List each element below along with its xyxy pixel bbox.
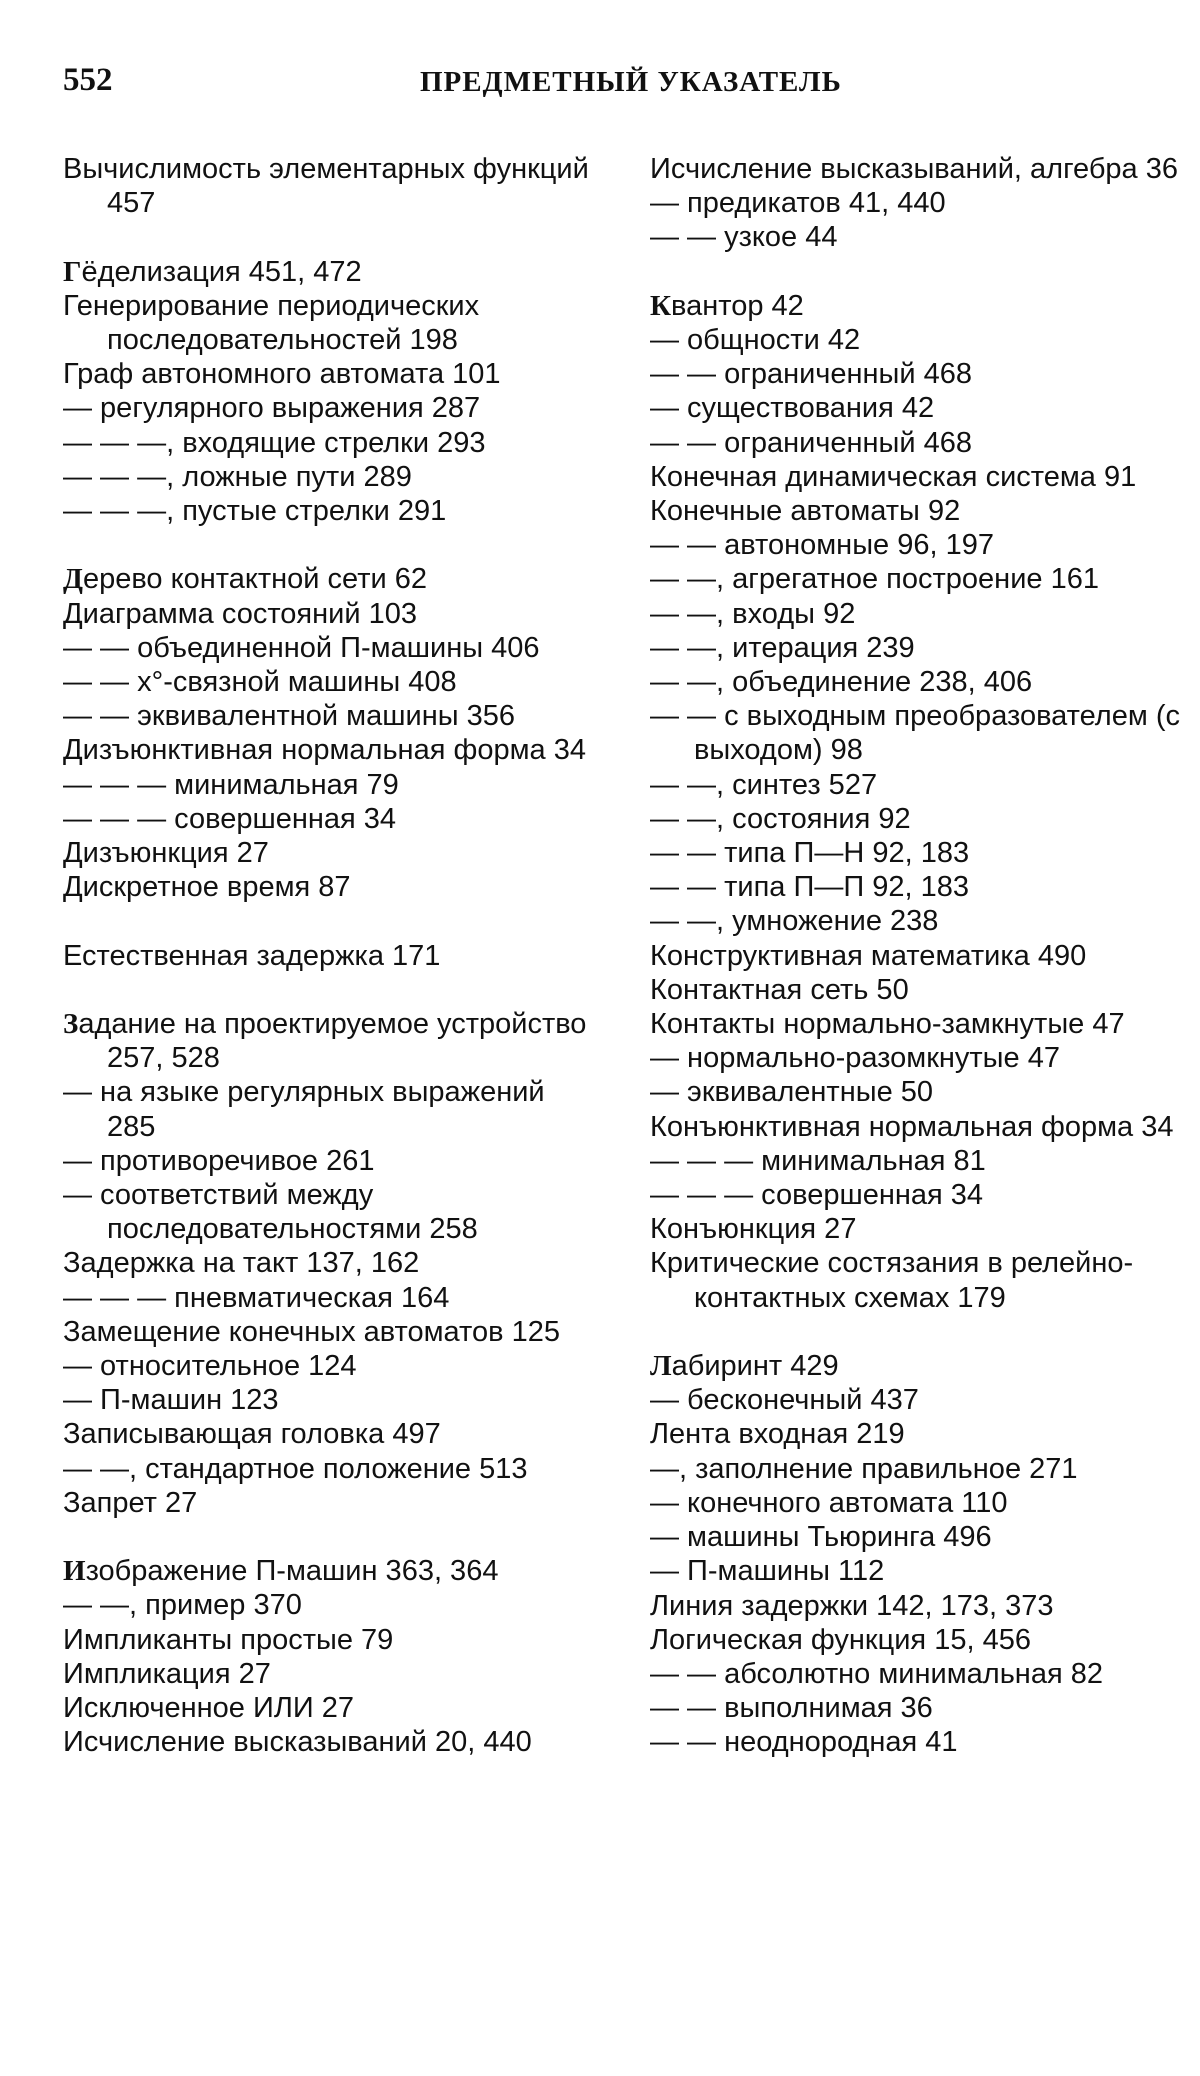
- index-entry: [650, 562, 1182, 596]
- page-number: 552: [63, 62, 113, 98]
- index-entry: [650, 528, 1182, 562]
- index-entry-text: ерево контактной сети 62: [82, 563, 428, 596]
- index-entry-text: — —, входы 92: [650, 597, 856, 630]
- index-entry: [650, 1452, 1182, 1486]
- index-entry: [650, 391, 1182, 425]
- index-entry-text: Вычислимость элементарных функций 457: [63, 153, 589, 220]
- index-entry-text: — —, состояния 92: [650, 802, 911, 835]
- index-entry-text: — бесконечный 437: [650, 1384, 919, 1417]
- index-entry-text: — на языке регулярных выражений 285: [63, 1076, 545, 1143]
- index-entry-text: — —, стандартное положение 513: [63, 1452, 528, 1485]
- index-entry: [650, 939, 1182, 973]
- index-entry: [650, 1041, 1182, 1075]
- index-entry: [63, 1075, 601, 1143]
- index-entry-text: Контактная сеть 50: [650, 973, 909, 1006]
- index-entry: [63, 665, 601, 699]
- index-entry-text: — — x°-связной машины 408: [63, 666, 457, 699]
- index-entry-text: — противоречивое 261: [63, 1144, 375, 1177]
- index-entry: [650, 289, 1182, 323]
- index-entry-text: Конъюнктивная нормальная форма 34: [650, 1110, 1174, 1143]
- index-entry: [63, 768, 601, 802]
- index-entry: [63, 391, 601, 425]
- index-column-left: [63, 152, 601, 1759]
- section-initial-letter: Л: [650, 1350, 672, 1383]
- index-entry-text: Генерирование периодических последовательностей 198: [63, 289, 480, 356]
- index-entry: [650, 1657, 1182, 1691]
- index-entry: [63, 1623, 601, 1657]
- index-entry-text: — —, агрегатное построение 161: [650, 563, 1099, 596]
- index-entry: [63, 1349, 601, 1383]
- index-entry-text: Логическая функция 15, 456: [650, 1623, 1031, 1656]
- index-entry-text: Исчисление высказываний, алгебра 36: [650, 153, 1179, 185]
- index-entry-text: — соответствий между последовательностями 258: [63, 1179, 478, 1246]
- index-entry-text: Дискретное время 87: [63, 871, 351, 904]
- index-entry: [650, 1554, 1182, 1588]
- section-initial-letter: З: [63, 1008, 79, 1041]
- index-entry-text: Импликанты простые 79: [63, 1623, 394, 1656]
- index-entry-text: — П-машины 112: [650, 1555, 885, 1588]
- index-entry-text: Задержка на такт 137, 162: [63, 1247, 420, 1280]
- index-entry: [650, 460, 1182, 494]
- index-entry: [650, 597, 1182, 631]
- index-entry-text: Импликация 27: [63, 1657, 271, 1690]
- index-entry-text: — —, синтез 527: [650, 768, 878, 801]
- index-entry-text: Записывающая головка 497: [63, 1418, 441, 1451]
- index-entry: [63, 1144, 601, 1178]
- index-entry: [63, 1588, 601, 1622]
- index-entry-text: Линия задержки 142, 173, 373: [650, 1589, 1054, 1622]
- index-entry-text: — — типа П—Н 92, 183: [650, 837, 970, 870]
- index-entry: [63, 802, 601, 836]
- index-entry-text: Контакты нормально-замкнутые 47: [650, 1008, 1125, 1041]
- index-entry: [650, 357, 1182, 391]
- index-entry: [63, 562, 601, 596]
- running-header: ПРЕДМЕТНЫЙ УКАЗАТЕЛЬ: [420, 66, 842, 98]
- index-entry: [650, 1623, 1182, 1657]
- index-entry-text: —, заполнение правильное 271: [650, 1452, 1078, 1485]
- index-entry-text: вантор 42: [671, 289, 804, 322]
- index-entry-text: — — объединенной П-машины 406: [63, 631, 540, 664]
- index-entry-text: — — неоднородная 41: [650, 1726, 958, 1759]
- section-initial-letter: К: [650, 289, 672, 322]
- index-entry: [650, 1589, 1182, 1623]
- index-entry-text: Конечная динамическая система 91: [650, 460, 1137, 493]
- index-entry: [63, 1417, 601, 1451]
- index-entry: [650, 1725, 1182, 1759]
- index-entry-text: — —, пример 370: [63, 1589, 302, 1622]
- index-entry: [650, 323, 1182, 357]
- section-initial-letter: Д: [63, 563, 83, 596]
- index-entry: [63, 426, 601, 460]
- index-entry: [63, 152, 601, 220]
- index-entry: [650, 1144, 1182, 1178]
- index-entry-text: Диаграмма состояний 103: [63, 597, 417, 630]
- index-entry: [650, 1110, 1182, 1144]
- index-entry: [650, 1383, 1182, 1417]
- index-entry-text: — эквивалентные 50: [650, 1076, 934, 1109]
- index-entry-text: Исчисление высказываний 20, 440: [63, 1726, 532, 1759]
- index-entry-text: Дизъюнктивная нормальная форма 34: [63, 734, 586, 767]
- index-entry: [650, 494, 1182, 528]
- index-entry: [650, 186, 1182, 220]
- index-entry: [650, 1520, 1182, 1554]
- index-entry-text: — — узкое 44: [650, 221, 838, 254]
- index-entry-text: Замещение конечных автоматов 125: [63, 1315, 560, 1348]
- index-entry-text: — существования 42: [650, 392, 935, 425]
- index-entry: [63, 494, 601, 528]
- index-entry: [650, 836, 1182, 870]
- index-entry: [650, 1212, 1182, 1246]
- index-entry: [63, 631, 601, 665]
- index-entry: [63, 1178, 601, 1246]
- index-entry-text: — — — совершенная 34: [63, 802, 397, 835]
- index-entry-text: — конечного автомата 110: [650, 1486, 1008, 1519]
- index-entry-text: — — —, ложные пути 289: [63, 460, 412, 493]
- index-entry-text: — предикатов 41, 440: [650, 187, 946, 220]
- index-entry-text: — — — минимальная 79: [63, 768, 399, 801]
- index-entry-text: — — абсолютно минимальная 82: [650, 1657, 1103, 1690]
- index-entry-text: — общности 42: [650, 324, 861, 356]
- index-entry-text: — — — минимальная 81: [650, 1144, 986, 1177]
- index-entry-text: — — — пневматическая 164: [63, 1281, 450, 1314]
- index-entry-text: — регулярного выражения 287: [63, 392, 481, 425]
- index-entry-text: — — ограниченный 468: [650, 358, 973, 391]
- index-entry: [63, 1486, 601, 1520]
- index-entry: [63, 1315, 601, 1349]
- index-entry-text: Граф автономного автомата 101: [63, 358, 501, 391]
- index-entry: [650, 904, 1182, 938]
- index-entry-text: — — —, входящие стрелки 293: [63, 426, 486, 459]
- index-entry: [63, 460, 601, 494]
- index-entry: [63, 597, 601, 631]
- index-entry-text: Конструктивная математика 490: [650, 939, 1087, 972]
- index-entry: [63, 699, 601, 733]
- index-entry: [63, 1281, 601, 1315]
- index-entry: [63, 870, 601, 904]
- index-entry-text: Конечные автоматы 92: [650, 495, 961, 528]
- section-initial-letter: И: [63, 1555, 86, 1588]
- index-entry: [63, 289, 601, 357]
- index-column-right: [650, 152, 1182, 1760]
- index-entry: [63, 1452, 601, 1486]
- index-entry: [650, 1246, 1182, 1314]
- index-entry-text: Критические состязания в релейно-контактных схемах 179: [650, 1247, 1134, 1314]
- index-entry: [650, 699, 1182, 767]
- index-entry-text: — машины Тьюринга 496: [650, 1521, 992, 1554]
- index-entry-text: — —, умножение 238: [650, 905, 939, 938]
- index-entry: [650, 802, 1182, 836]
- index-entry: [63, 1554, 601, 1588]
- index-entry-text: зображение П-машин 363, 364: [85, 1555, 499, 1588]
- index-entry-text: Запрет 27: [63, 1486, 198, 1519]
- index-entry-text: — относительное 124: [63, 1350, 357, 1383]
- index-entry: [63, 1657, 601, 1691]
- index-entry-text: Дизъюнкция 27: [63, 837, 269, 870]
- index-entry: [650, 426, 1182, 460]
- index-entry-text: — нормально-разомкнутые 47: [650, 1042, 1060, 1075]
- index-entry-text: ёделизация 451, 472: [81, 255, 362, 288]
- index-entry-text: Конъюнкция 27: [650, 1213, 857, 1246]
- index-entry: [650, 220, 1182, 254]
- index-entry: [650, 1417, 1182, 1451]
- index-entry: [650, 1075, 1182, 1109]
- index-entry-text: Естественная задержка 171: [63, 939, 441, 972]
- index-entry-text: — — — совершенная 34: [650, 1179, 984, 1212]
- index-entry-text: — —, объединение 238, 406: [650, 666, 1033, 699]
- index-entry: [63, 1725, 601, 1759]
- index-entry-text: — —, итерация 239: [650, 631, 915, 664]
- index-entry: [650, 631, 1182, 665]
- index-entry: [63, 939, 601, 973]
- index-entry: [650, 665, 1182, 699]
- index-entry-text: — — выполнимая 36: [650, 1692, 933, 1725]
- index-entry-text: — — с выходным преобразователем (с выходом) 98: [650, 700, 1180, 767]
- index-entry: [63, 1007, 601, 1075]
- index-entry: [63, 836, 601, 870]
- section-initial-letter: Г: [63, 255, 82, 288]
- index-entry-text: Лента входная 219: [650, 1418, 905, 1451]
- index-entry: [63, 357, 601, 391]
- index-entry: [63, 1246, 601, 1280]
- index-entry-text: — — эквивалентной машины 356: [63, 700, 515, 733]
- index-entry-text: — — автономные 96, 197: [650, 529, 994, 562]
- index-entry-text: — П-машин 123: [63, 1384, 279, 1417]
- index-entry: [650, 870, 1182, 904]
- index-entry-text: абиринт 429: [671, 1350, 839, 1383]
- index-entry: [650, 1486, 1182, 1520]
- index-entry: [63, 1383, 601, 1417]
- index-entry: [63, 1691, 601, 1725]
- index-entry-text: — — —, пустые стрелки 291: [63, 495, 447, 528]
- index-entry: [650, 152, 1182, 186]
- index-entry: [650, 768, 1182, 802]
- index-entry: [650, 1178, 1182, 1212]
- index-entry: [650, 1007, 1182, 1041]
- index-entry: [650, 973, 1182, 1007]
- index-entry-text: — — типа П—П 92, 183: [650, 871, 969, 904]
- index-entry-text: Исключенное ИЛИ 27: [63, 1692, 355, 1725]
- index-entry: [63, 255, 601, 289]
- index-entry: [650, 1349, 1182, 1383]
- index-entry-text: адание на проектируемое устройство 257, 528: [78, 1008, 587, 1075]
- index-entry: [650, 1691, 1182, 1725]
- index-entry: [63, 733, 601, 767]
- index-entry-text: — — ограниченный 468: [650, 426, 973, 459]
